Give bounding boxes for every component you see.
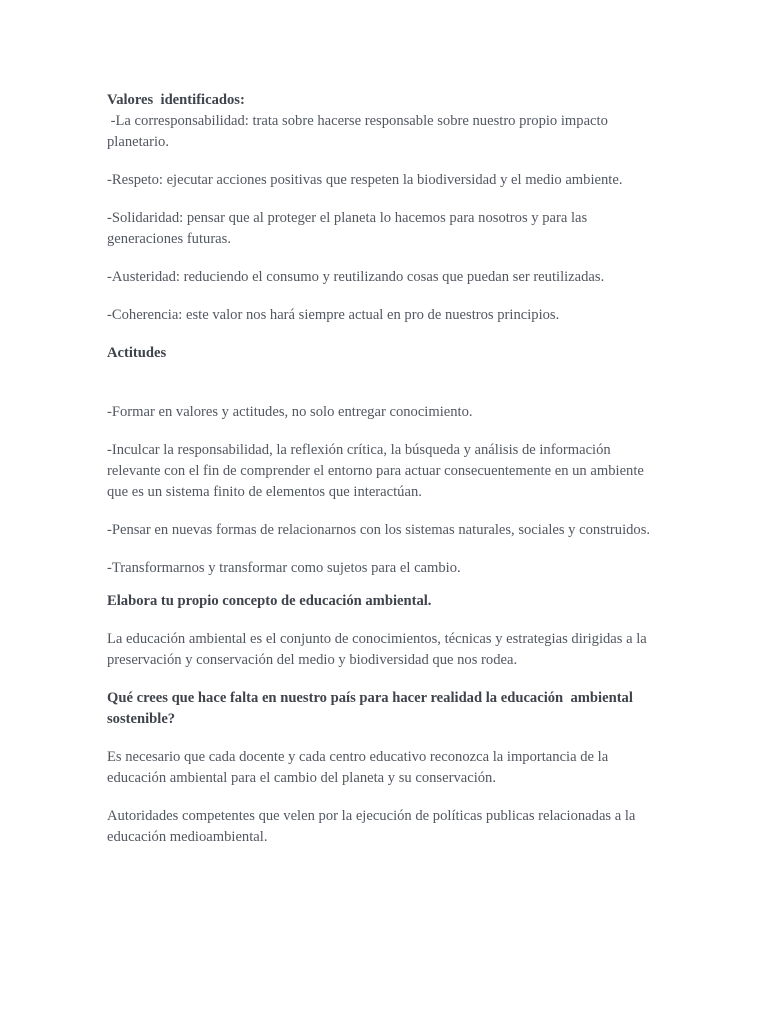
value-item-respeto: -Respeto: ejecutar acciones positivas que respeten la biodiversidad y el medio ambiente. bbox=[107, 172, 623, 188]
attitudes-heading: Actitudes bbox=[107, 345, 167, 361]
value-item-coherencia: -Coherencia: este valor nos hará siempre actual en pro de nuestros principios. bbox=[107, 307, 560, 323]
attitude-item-pensar: -Pensar en nuevas formas de relacionarnos con los sistemas naturales, sociales y construidos. bbox=[107, 522, 651, 538]
concept-answer: La educación ambiental es el conjunto de conocimientos, técnicas y estrategias dirigidas a la preservación y conservación del medio y biodiversidad que nos rodea. bbox=[107, 631, 651, 668]
value-item-solidaridad: -Solidaridad: pensar que al proteger el planeta lo hacemos para nosotros y para las generaciones futuras. bbox=[107, 210, 591, 247]
value-item-corresponsabilidad: -La corresponsabilidad: trata sobre hacerse responsable sobre nuestro propio impacto planetario. bbox=[107, 113, 612, 150]
attitude-item-transformarnos: -Transformarnos y transformar como sujetos para el cambio. bbox=[107, 560, 461, 576]
question-answer-docente: Es necesario que cada docente y cada centro educativo reconozca la importancia de la educación ambiental para el cambio del planeta y su conservación. bbox=[107, 749, 612, 786]
question-heading: Qué crees que hace falta en nuestro país para hacer realidad la educación ambiental sostenible? bbox=[107, 690, 637, 727]
value-item-austeridad: -Austeridad: reduciendo el consumo y reutilizando cosas que puedan ser reutilizadas. bbox=[107, 269, 605, 285]
attitude-item-formar: -Formar en valores y actitudes, no solo entregar conocimiento. bbox=[107, 404, 473, 420]
document-page bbox=[107, 90, 667, 848]
attitude-item-inculcar: -Inculcar la responsabilidad, la reflexión crítica, la búsqueda y análisis de información relevante con el fin de comprender el entorno para actuar consecuentemente en un ambiente que es un sistema finito de elementos que interactúan. bbox=[107, 442, 648, 500]
concept-heading: Elabora tu propio concepto de educación ambiental. bbox=[107, 593, 432, 609]
values-heading: Valores identificados: bbox=[107, 92, 245, 108]
question-answer-autoridades: Autoridades competentes que velen por la ejecución de políticas publicas relacionadas a la educación medioambiental. bbox=[107, 808, 640, 845]
